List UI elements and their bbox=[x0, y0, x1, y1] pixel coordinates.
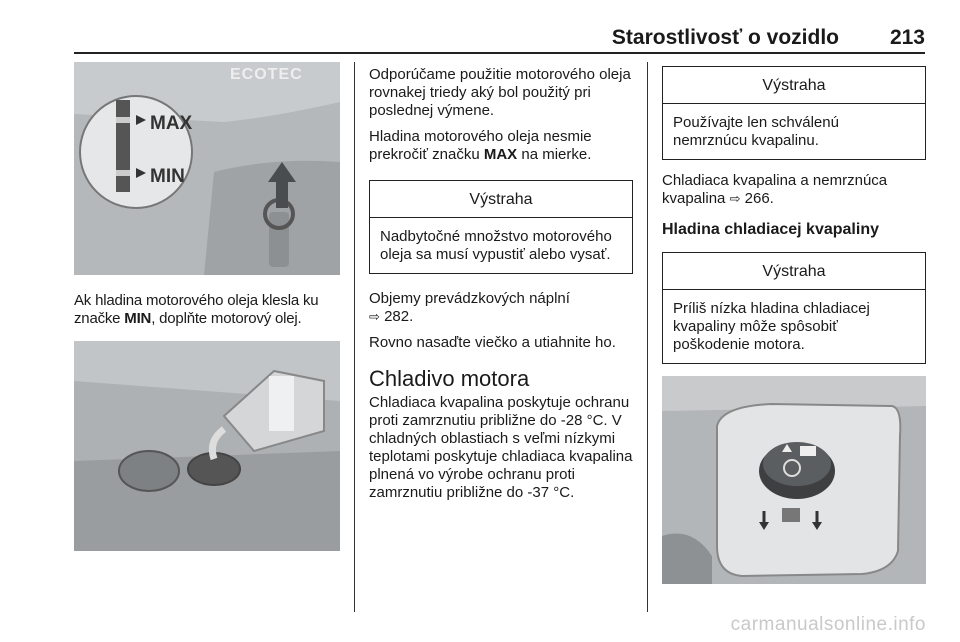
column-divider bbox=[647, 62, 648, 612]
column-1 bbox=[74, 62, 340, 551]
min-label: MIN bbox=[150, 166, 185, 187]
warning-text: Používajte len schválenú nemrznúcu kvapalinu. bbox=[673, 114, 839, 149]
subsection-heading: Hladina chladiacej kvapaliny bbox=[662, 221, 879, 238]
column-divider bbox=[354, 62, 355, 612]
dipstick-illustration bbox=[74, 62, 340, 275]
coolant-ref-paragraph: Chladiaca kvapalina a nemrznúca kvapalina ⇨ 266. bbox=[662, 172, 888, 207]
oil-filling-figure bbox=[74, 341, 340, 551]
watermark: carmanualsonline.info bbox=[730, 614, 926, 635]
capacities-paragraph: Objemy prevádzkových náplní ⇨ 282. bbox=[369, 290, 570, 325]
cap-instruction: Rovno nasaďte viečko a utiahnite ho. bbox=[369, 334, 616, 351]
column-3 bbox=[662, 62, 926, 584]
oil-max-paragraph: Hladina motorového oleja nesmie prekročiť značku MAX na mierke. bbox=[369, 128, 592, 163]
page-ref-icon: ⇨ bbox=[369, 309, 380, 324]
warning-box-low-coolant bbox=[662, 252, 926, 364]
warning-box-excess-oil bbox=[369, 180, 633, 274]
warning-title: Výstraha bbox=[663, 67, 925, 104]
page-ref-link[interactable]: 266. bbox=[744, 190, 774, 207]
oil-level-paragraph: Ak hladina motorového oleja klesla ku značke MIN, doplňte motorový olej. bbox=[74, 292, 319, 327]
max-label: MAX bbox=[150, 113, 193, 134]
oil-recommendation: Odporúčame použitie motorového oleja rovnakej triedy aký bol použitý pri poslednej výmene. bbox=[369, 66, 631, 119]
warning-title: Výstraha bbox=[663, 253, 925, 290]
header-title: Starostlivosť o vozidlo bbox=[611, 26, 839, 49]
warning-title: Výstraha bbox=[370, 181, 632, 218]
dipstick-figure bbox=[74, 62, 340, 275]
section-heading: Chladivo motora bbox=[369, 366, 530, 391]
brand-text: ECOTEC bbox=[230, 66, 303, 83]
page-number: 213 bbox=[889, 26, 925, 49]
warning-box-antifreeze bbox=[662, 66, 926, 160]
oil-filling-illustration bbox=[74, 341, 340, 551]
page-ref-icon: ⇨ bbox=[729, 191, 741, 206]
warning-text: Nadbytočné množstvo motorového oleja sa musí vypustiť alebo vysať. bbox=[380, 228, 612, 263]
coolant-reservoir-illustration bbox=[662, 376, 926, 584]
coolant-protection-paragraph: Chladiaca kvapalina poskytuje ochranu proti zamrznutiu približne do -28 °C. V chladných oblastiach s veľmi nízkymi teplotami poskytuje chladiaca kvapalina plnená vo výrobe ochranu proti zamrznutiu približne do -37 °C. bbox=[369, 394, 633, 501]
coolant-reservoir-figure bbox=[662, 376, 926, 584]
page-ref-link[interactable]: 282. bbox=[384, 308, 414, 325]
warning-text: Príliš nízka hladina chladiacej kvapaliny môže spôsobiť poškodenie motora. bbox=[673, 300, 870, 353]
column-2 bbox=[369, 62, 633, 502]
page-header bbox=[74, 24, 925, 54]
